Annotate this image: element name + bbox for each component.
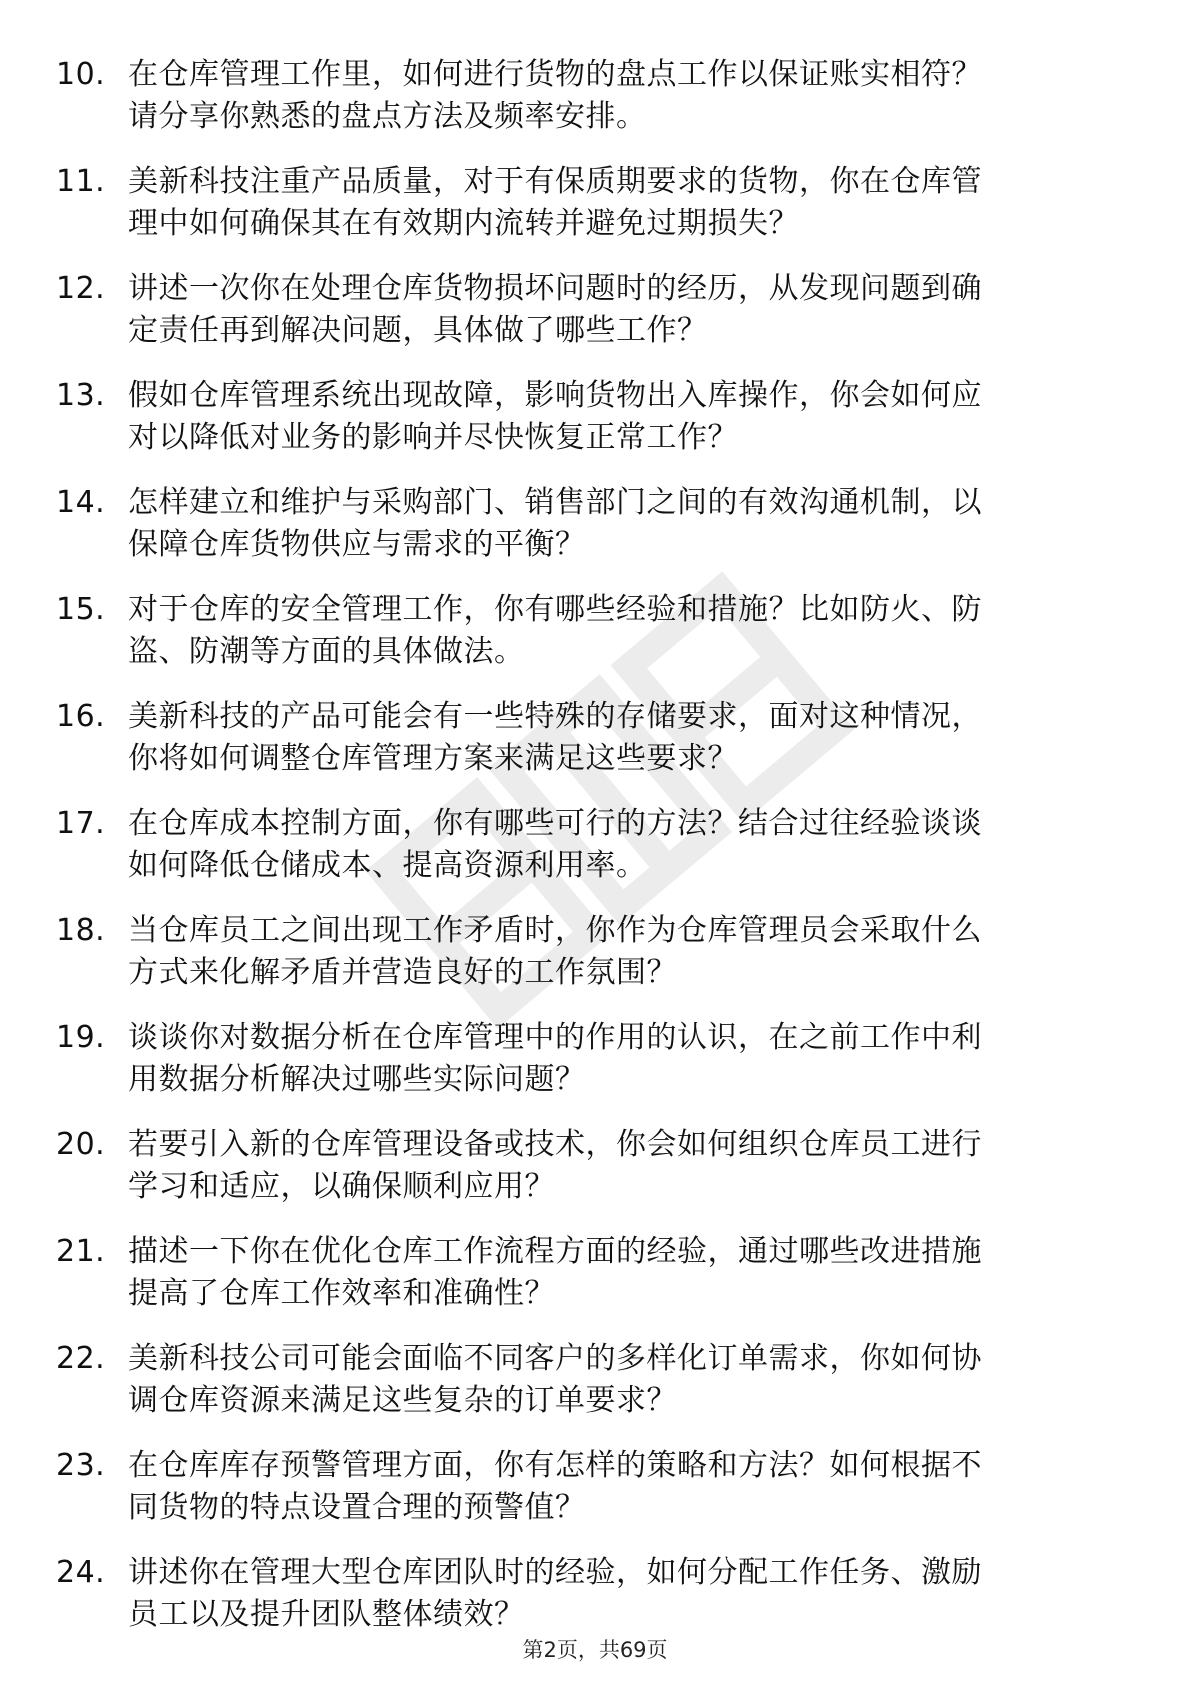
- question-text-line: 在仓库成本控制方面，你有哪些可行的方法？结合过往经验谈谈: [128, 806, 982, 841]
- question-text-line: 若要引入新的仓库管理设备或技术，你会如何组织仓库员工进行: [128, 1127, 982, 1162]
- question-number: 15.: [56, 592, 106, 627]
- question-text-line: 美新科技公司可能会面临不同客户的多样化订单需求，你如何协: [128, 1341, 982, 1376]
- question-number: 22.: [56, 1341, 106, 1376]
- question-item: [56, 1445, 1136, 1529]
- question-text-line: 保障仓库货物供应与需求的平衡？: [128, 527, 586, 562]
- question-text-line: 同货物的特点设置合理的预警值？: [128, 1490, 586, 1525]
- question-item: [56, 161, 1136, 245]
- question-number: 18.: [56, 913, 106, 948]
- question-text-line: 用数据分析解决过哪些实际问题？: [128, 1062, 586, 1097]
- question-text-line: 方式来化解矛盾并营造良好的工作氛围？: [128, 955, 677, 990]
- question-text-line: 描述一下你在优化仓库工作流程方面的经验，通过哪些改进措施: [128, 1234, 982, 1269]
- question-text-line: 在仓库管理工作里，如何进行货物的盘点工作以保证账实相符？: [128, 57, 982, 92]
- question-text-line: 请分享你熟悉的盘点方法及频率安排。: [128, 99, 647, 134]
- question-item: [56, 1231, 1136, 1315]
- question-text-line: 对以降低对业务的影响并尽快恢复正常工作？: [128, 420, 738, 455]
- question-text-line: 调仓库资源来满足这些复杂的订单要求？: [128, 1383, 677, 1418]
- question-item: [56, 1124, 1136, 1208]
- question-text-line: 美新科技的产品可能会有一些特殊的存储要求，面对这种情况，: [128, 699, 982, 734]
- question-text-line: 如何降低仓储成本、提高资源利用率。: [128, 848, 647, 883]
- question-text-line: 讲述一次你在处理仓库货物损坏问题时的经历，从发现问题到确: [128, 271, 982, 306]
- question-item: [56, 1338, 1136, 1422]
- question-item: [56, 589, 1136, 673]
- question-text-line: 当仓库员工之间出现工作矛盾时，你作为仓库管理员会采取什么: [128, 913, 982, 948]
- question-text-line: 怎样建立和维护与采购部门、销售部门之间的有效沟通机制，以: [128, 485, 982, 520]
- question-number: 24.: [56, 1555, 106, 1590]
- question-number: 12.: [56, 271, 106, 306]
- question-number: 20.: [56, 1127, 106, 1162]
- question-number: 14.: [56, 485, 106, 520]
- question-item: [56, 1017, 1136, 1101]
- question-item: [56, 803, 1136, 887]
- question-text-line: 对于仓库的安全管理工作，你有哪些经验和措施？比如防火、防: [128, 592, 982, 627]
- question-text-line: 谈谈你对数据分析在仓库管理中的作用的认识，在之前工作中利: [128, 1020, 982, 1055]
- question-text-line: 盗、防潮等方面的具体做法。: [128, 634, 525, 669]
- question-text-line: 员工以及提升团队整体绩效？: [128, 1597, 525, 1632]
- question-text-line: 美新科技注重产品质量，对于有保质期要求的货物，你在仓库管: [128, 164, 982, 199]
- question-number: 19.: [56, 1020, 106, 1055]
- page-number-footer: 第2页，共69页: [522, 1638, 668, 1662]
- question-text-line: 在仓库库存预警管理方面，你有怎样的策略和方法？如何根据不: [128, 1448, 982, 1483]
- question-number: 13.: [56, 378, 106, 413]
- question-text-line: 假如仓库管理系统出现故障，影响货物出入库操作，你会如何应: [128, 378, 982, 413]
- question-item: [56, 482, 1136, 566]
- question-number: 23.: [56, 1448, 106, 1483]
- question-text-line: 提高了仓库工作效率和准确性？: [128, 1276, 555, 1311]
- question-number: 21.: [56, 1234, 106, 1269]
- question-text-line: 你将如何调整仓库管理方案来满足这些要求？: [128, 741, 738, 776]
- question-item: [56, 54, 1136, 138]
- question-item: [56, 375, 1136, 459]
- question-text-line: 理中如何确保其在有效期内流转并避免过期损失？: [128, 206, 799, 241]
- question-list: [56, 54, 1136, 1659]
- question-text-line: 讲述你在管理大型仓库团队时的经验，如何分配工作任务、激励: [128, 1555, 982, 1590]
- question-item: [56, 696, 1136, 780]
- question-item: [56, 910, 1136, 994]
- question-number: 16.: [56, 699, 106, 734]
- question-item: [56, 1552, 1136, 1636]
- question-number: 11.: [56, 164, 106, 199]
- question-number: 10.: [56, 57, 106, 92]
- question-item: [56, 268, 1136, 352]
- question-text-line: 学习和适应，以确保顺利应用？: [128, 1169, 555, 1204]
- question-text-line: 定责任再到解决问题，具体做了哪些工作？: [128, 313, 708, 348]
- question-number: 17.: [56, 806, 106, 841]
